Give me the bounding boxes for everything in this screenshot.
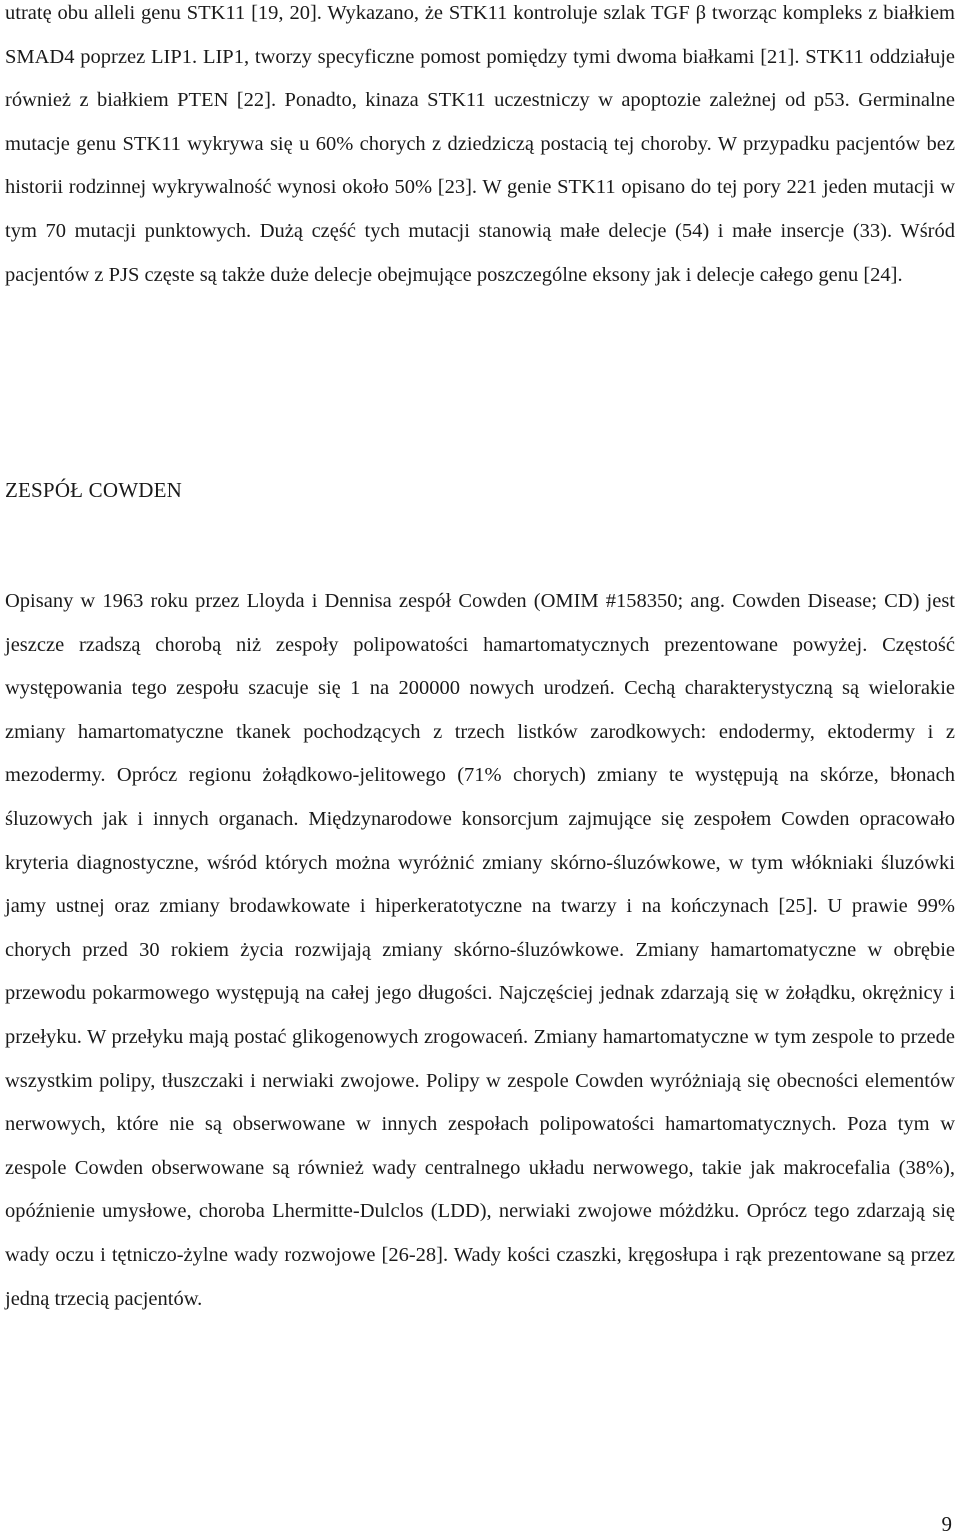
section-heading-cowden: ZESPÓŁ COWDEN [5,478,183,502]
paragraph-stk11-mutations: utratę obu alleli genu STK11 [19, 20]. Wykazano, że STK11 kontroluje szlak TGF β tworząc kompleks z białkiem SMAD4 poprzez LIP1. LIP1, tworzy specyficzne pomost pomiędzy tymi dwoma białkami [21]. STK11 oddziałuje również z białkiem PTEN [22]. Ponadto, kinaza STK11 uczestniczy w apoptozie zależnej od p53. Germinalne mutacje genu STK11 wykrywa się u 60% chorych z dziedziczą postacią tej choroby. W przypadku pacjentów bez historii rodzinnej wykrywalność wynosi około 50% [23]. W genie STK11 opisano do tej pory 221 jeden mutacji w tym 70 mutacji punktowych. Dużą część tych mutacji stanowią małe delecje (54) i małe insercje (33). Wśród pacjentów z PJS częste są także duże delecje obejmujące poszczególne eksony jak i delecje całego genu [24]. [5,2,955,286]
paragraph-cowden-syndrome: Opisany w 1963 roku przez Lloyda i Dennisa zespół Cowden (OMIM #158350; ang. Cowden Disease; CD) jest jeszcze rzadszą chorobą niż zespoły polipowatości hamartomatycznych prezentowane powyżej. Częstość występowania tego zespołu szacuje się 1 na 200000 nowych urodzeń. Cechą charakterystyczną są wielorakie zmiany hamartomatyczne tkanek pochodzących z trzech listków zarodkowych: endodermy, ektodermy i z mezodermy. Oprócz regionu żołądkowo-jelitowego (71% chorych) zmiany te występują na skórze, błonach śluzowych jak i innych organach. Międzynarodowe konsorcjum zajmujące się zespołem Cowden opracowało kryteria diagnostyczne, wśród których można wyróżnić zmiany skórno-śluzówkowe, w tym włókniaki śluzówki jamy ustnej oraz zmiany brodawkowate i hiperkeratotyczne na twarzy i na kończynach [25]. U prawie 99% chorych przed 30 rokiem życia rozwijają zmiany skórno-śluzówkowe. Zmiany hamartomatyczne w obrębie przewodu pokarmowego występują na całej jego długości. Najczęściej jednak zdarzają się w żołądku, okrężnicy i przełyku. W przełyku mają postać glikogenowych zrogowaceń. Zmiany hamartomatyczne w tym zespole to przede wszystkim polipy, tłuszczaki i nerwiaki zwojowe. Polipy w zespole Cowden wyróżniają się obecności elementów nerwowych, które nie są obserwowane w innych zespołach polipowatości hamartomatycznych. Poza tym w zespole Cowden obserwowane są również wady centralnego układu nerwowego, takie jak makrocefalia (38%), opóźnienie umysłowe, choroba Lhermitte-Dulclos (LDD), nerwiaki zwojowe móżdżku. Oprócz tego zdarzają się wady oczu i tętniczo-żylne wady rozwojowe [26-28]. Wady kości czaszki, kręgosłupa i rąk prezentowane są przez jedną trzecią pacjentów. [5,590,955,1310]
page-number: 9 [941,1512,952,1536]
